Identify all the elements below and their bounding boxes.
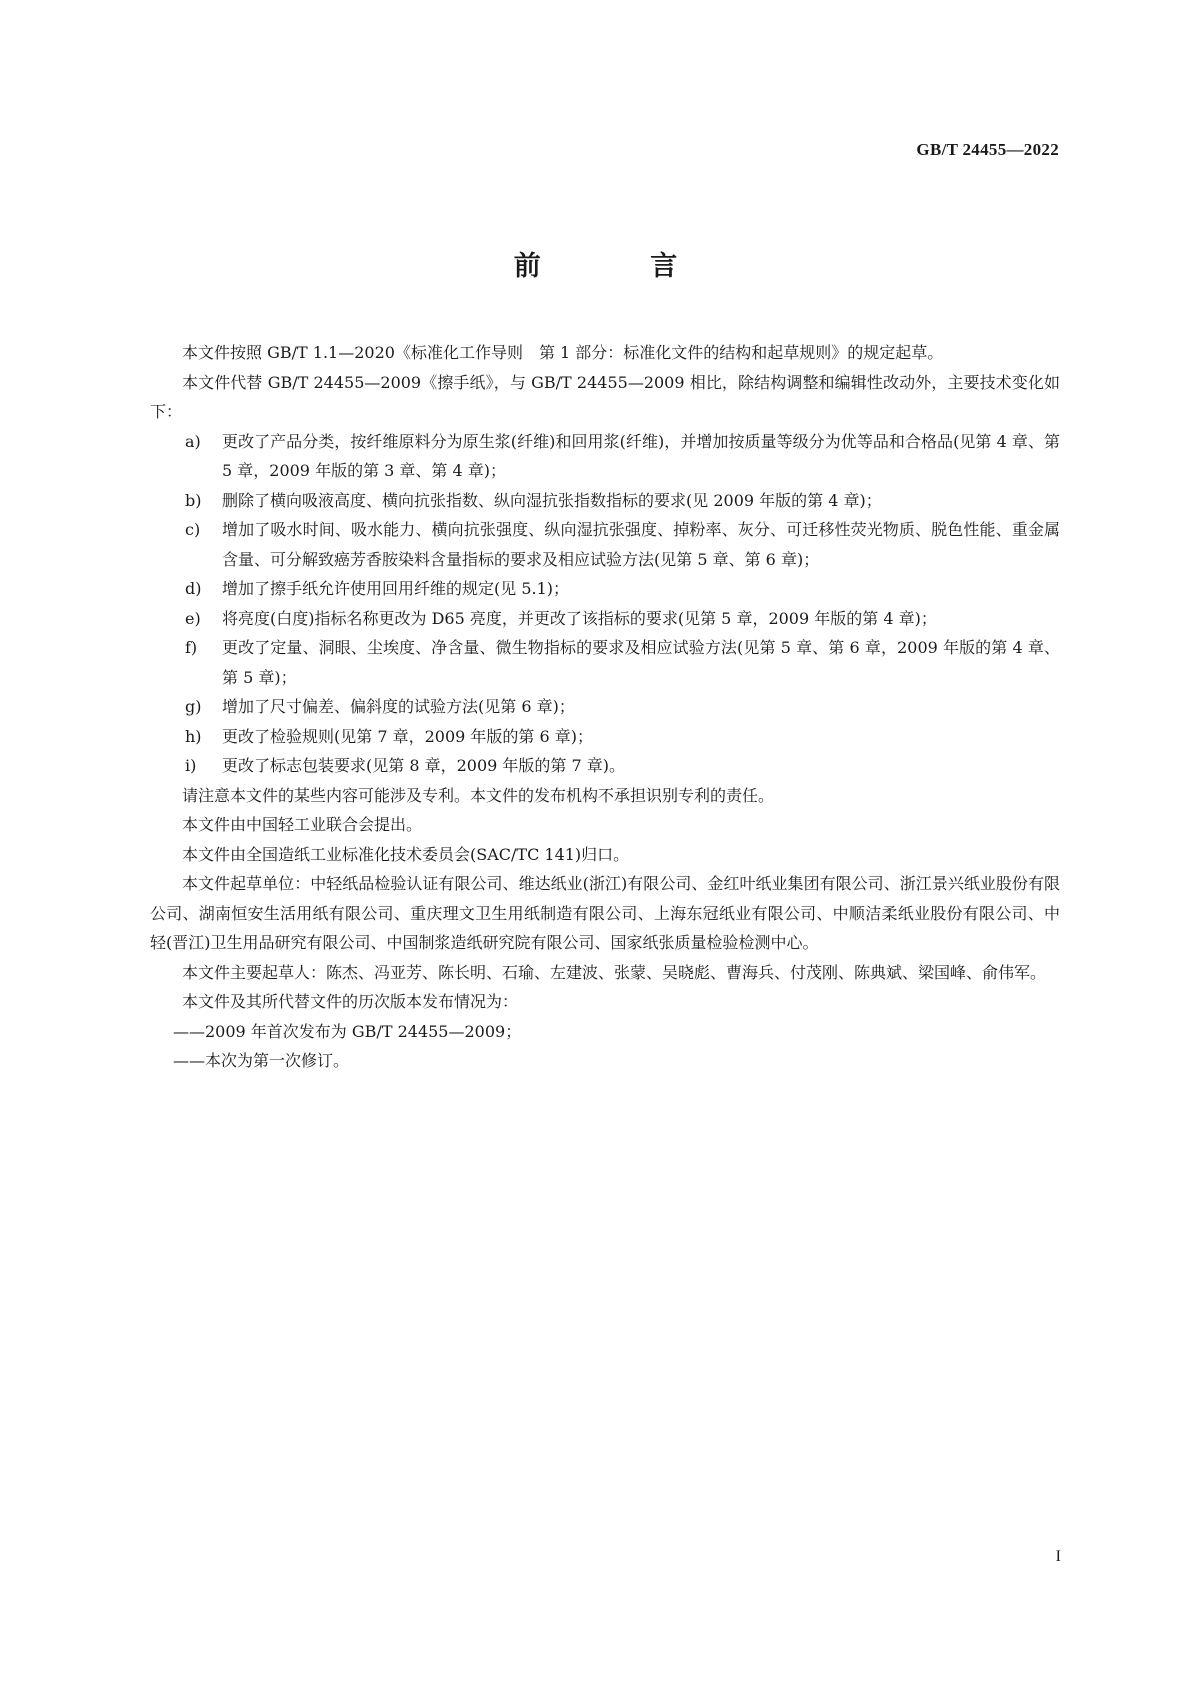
list-item-text: 删除了横向吸液高度、横向抗张指数、纵向湿抗张指数指标的要求(见 2009 年版的第 4 章)； xyxy=(222,490,882,510)
list-item-text: 增加了吸水时间、吸水能力、横向抗张强度、纵向湿抗张强度、掉粉率、灰分、可迁移性荧光物质、脱色性能、重金属含量、可分解致癌芳香胺染料含量指标的要求及相应试验方法(见第 5 章、第 6 章)； xyxy=(222,520,1060,569)
list-item-text: 更改了检验规则(见第 7 章，2009 年版的第 6 章)； xyxy=(222,726,593,746)
list-item-marker: f) xyxy=(185,638,198,657)
list-item-text: 更改了产品分类，按纤维原料分为原生浆(纤维)和回用浆(纤维)，并增加按质量等级分为优等品和合格品(见第 4 章、第 5 章，2009 年版的第 3 章、第 4 章)； xyxy=(222,431,1060,480)
patent-notice-paragraph: 请注意本文件的某些内容可能涉及专利。本文件的发布机构不承担识别专利的责任。 xyxy=(182,785,775,805)
list-item-marker: a) xyxy=(185,431,201,451)
proposer-paragraph: 本文件由中国轻工业联合会提出。 xyxy=(182,815,423,834)
drafters-paragraph: 本文件主要起草人：陈杰、冯亚芳、陈长明、石瑜、左建波、张蒙、吴晓彪、曹海兵、付茂刚、陈典斌、梁国峰、俞伟军。 xyxy=(182,962,1047,982)
list-item xyxy=(150,692,1060,722)
list-item xyxy=(150,515,1060,574)
list-item-text: 更改了定量、洞眼、尘埃度、净含量、微生物指标的要求及相应试验方法(见第 5 章、第 6 章，2009 年版的第 4 章、第 5 章)； xyxy=(222,638,1060,687)
list-item xyxy=(150,427,1060,486)
list-item-marker: g) xyxy=(185,697,202,716)
version-history-item: ——2009 年首次发布为 GB/T 24455—2009； xyxy=(173,1021,522,1041)
page-title: 前 言 xyxy=(513,251,728,282)
list-item-text: 增加了尺寸偏差、偏斜度的试验方法(见第 6 章)； xyxy=(222,697,575,716)
page-number: I xyxy=(1055,1548,1061,1565)
list-item-text: 将亮度(白度)指标名称更改为 D65 亮度，并更改了该指标的要求(见第 5 章，2009 年版的第 4 章)； xyxy=(222,608,937,628)
list-item-text: 更改了标志包装要求(见第 8 章，2009 年版的第 7 章)。 xyxy=(222,756,625,775)
list-item xyxy=(150,604,1060,634)
list-item-marker: d) xyxy=(185,579,202,598)
technical-changes-list xyxy=(150,427,1060,781)
list-item xyxy=(150,722,1060,752)
list-item-marker: h) xyxy=(185,726,202,746)
list-item xyxy=(150,751,1060,781)
list-item xyxy=(150,574,1060,604)
list-item-text: 增加了擦手纸允许使用回用纤维的规定(见 5.1)； xyxy=(222,579,570,598)
foreword-body xyxy=(150,338,1060,1076)
list-item-marker: i) xyxy=(185,756,197,775)
list-item-marker: b) xyxy=(185,490,202,510)
standard-code: GB/T 24455—2022 xyxy=(916,140,1059,159)
list-item-marker: e) xyxy=(185,608,201,628)
committee-paragraph: 本文件由全国造纸工业标准化技术委员会(SAC/TC 141)归口。 xyxy=(182,844,630,864)
list-item xyxy=(150,633,1060,692)
drafting-rules-paragraph: 本文件按照 GB/T 1.1—2020《标准化工作导则 第 1 部分：标准化文件的结构和起草规则》的规定起草。 xyxy=(182,343,944,362)
version-history-item: ——本次为第一次修订。 xyxy=(173,1051,350,1070)
replacement-paragraph: 本文件代替 GB/T 24455—2009《擦手纸》，与 GB/T 24455—2009 相比，除结构调整和编辑性改动外，主要技术变化如下： xyxy=(150,372,1060,421)
version-history-intro: 本文件及其所代替文件的历次版本发布情况为： xyxy=(182,992,519,1011)
list-item xyxy=(150,486,1060,516)
drafting-units-paragraph: 本文件起草单位：中轻纸品检验认证有限公司、维达纸业(浙江)有限公司、金红叶纸业集团有限公司、浙江景兴纸业股份有限公司、湖南恒安生活用纸有限公司、重庆理文卫生用纸制造有限公司、上海东冠纸业有限公司、中顺洁柔纸业股份有限公司、中轻(晋江)卫生用品研究有限公司、中国制浆造纸研究院有限公司、国家纸张质量检验检测中心。 xyxy=(150,874,1060,952)
list-item-marker: c) xyxy=(185,520,201,539)
